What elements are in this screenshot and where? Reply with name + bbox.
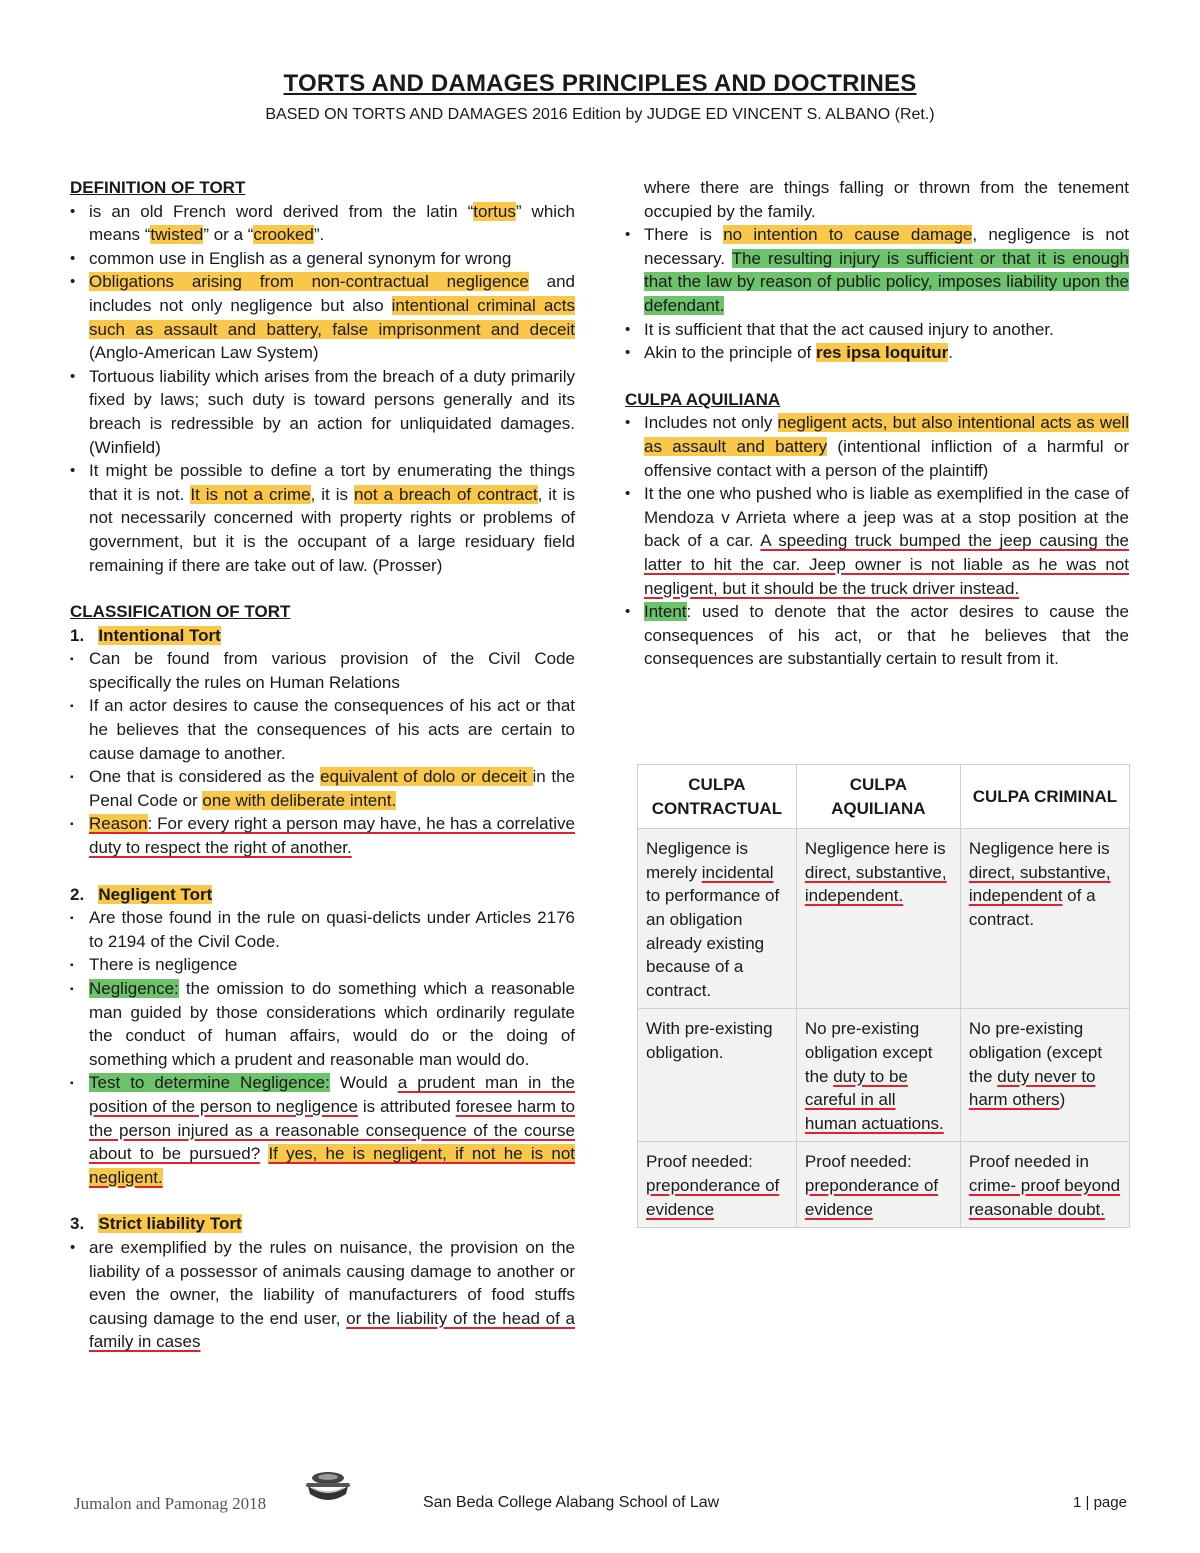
table-row — [638, 1142, 1130, 1228]
document-header — [0, 70, 1200, 124]
table-cell: Proof needed in crime- proof beyond reasonable doubt. — [960, 1142, 1129, 1228]
list-item: • There is no intention to cause damage, negligence is not necessary. The resulting injury is sufficient or that it is enough that the law by reason of public policy, imposes liability upon the defendant. — [625, 223, 1129, 317]
culpa-comparison-table — [637, 764, 1130, 1228]
table-row — [638, 1009, 1130, 1142]
list-item: • is an old French word derived from the latin “tortus” which means “twisted” or a “crooked”. — [70, 200, 575, 247]
list-item: ▪ If an actor desires to cause the consequences of his act or that he believes that the consequences of his acts are certain to cause damage to another. — [70, 694, 575, 765]
strict-liability-list — [70, 1236, 575, 1354]
table-cell: No pre-existing obligation except the duty to be careful in all human actuations. — [796, 1009, 960, 1142]
table-row — [638, 829, 1130, 1009]
culpa-aquiliana-heading: CULPA AQUILIANA — [625, 389, 781, 409]
tort-type-heading: 3. Strict liability Tort — [70, 1214, 242, 1234]
column-header: CULPA CONTRACTUAL — [638, 765, 797, 829]
tort-type-heading: 1. Intentional Tort — [70, 625, 221, 645]
list-item: • Obligations arising from non-contractual negligence and includes not only negligence but also intentional criminal acts such as assault and battery, false imprisonment and deceit (Anglo-American Law System) — [70, 270, 575, 364]
list-item: • are exemplified by the rules on nuisance, the provision on the liability of a possessor of animals causing damage to another or even the owner, the liability of manufacturers of food stuffs causing damage to the end user, or the liability of the head of a family in cases — [70, 1236, 575, 1354]
intentional-tort-list — [70, 647, 575, 859]
definition-list — [70, 200, 575, 578]
continued-text: where there are things falling or thrown from the tenement occupied by the family. — [644, 178, 1129, 221]
document-subtitle: BASED ON TORTS AND DAMAGES 2016 Edition by JUDGE ED VINCENT S. ALBANO (Ret.) — [265, 106, 935, 123]
table-cell: Negligence here is direct, substantive, independent of a contract. — [960, 829, 1129, 1009]
list-item: • Intent: used to denote that the actor desires to cause the consequences of his act, or that he believes that the consequences are substantially certain to result from it. — [625, 600, 1129, 671]
document-title: TORTS AND DAMAGES PRINCIPLES AND DOCTRINES — [283, 70, 917, 97]
culpa-aquiliana-list — [625, 411, 1129, 671]
table-cell: Proof needed: preponderance of evidence — [638, 1142, 797, 1228]
tort-type-heading: 2. Negligent Tort — [70, 884, 213, 904]
list-item: ▪ Negligence: the omission to do something which a reasonable man guided by those considerations which ordinarily regulate the conduct of human affairs, would do or the doing of something which a prudent and reasonable man would do. — [70, 977, 575, 1071]
page-number: 1 | page — [1073, 1494, 1127, 1511]
table-cell: Negligence is merely incidental to performance of an obligation already existing because of a contract. — [638, 829, 797, 1009]
list-item: ▪ Test to determine Negligence: Would a prudent man in the position of the person to negligence is attributed foresee harm to the person injured as a reasonable consequence of the course about to be pursued? If yes, he is negligent, if not he is not negligent. — [70, 1071, 575, 1189]
table-cell: No pre-existing obligation (except the duty never to harm others) — [960, 1009, 1129, 1142]
list-item: ▪ One that is considered as the equivalent of dolo or deceit in the Penal Code or one with deliberate intent. — [70, 765, 575, 812]
column-header: CULPA AQUILIANA — [796, 765, 960, 829]
column-header: CULPA CRIMINAL — [960, 765, 1129, 829]
strict-liability-continued-list — [625, 223, 1129, 365]
list-item: • common use in English as a general synonym for wrong — [70, 247, 575, 271]
footer-authors: Jumalon and Pamonag 2018 — [74, 1494, 267, 1513]
list-item: • Tortuous liability which arises from the breach of a duty primarily fixed by laws; such duty is toward persons generally and its breach is redressible by an action for unliquidated damages. (Winfield) — [70, 365, 575, 459]
list-item: • Includes not only negligent acts, but also intentional acts as well as assault and battery (intentional infliction of a harmful or offensive contact with a person of the plaintiff) — [625, 411, 1129, 482]
list-item: ▪ Are those found in the rule on quasi-delicts under Articles 2176 to 2194 of the Civil Code. — [70, 906, 575, 953]
list-item: ▪ Reason: For every right a person may have, he has a correlative duty to respect the right of another. — [70, 812, 575, 859]
table-cell: Negligence here is direct, substantive, independent. — [796, 829, 960, 1009]
left-column — [70, 176, 575, 1354]
negligent-tort-list — [70, 906, 575, 1189]
table-cell: With pre-existing obligation. — [638, 1009, 797, 1142]
definition-heading: DEFINITION OF TORT — [70, 178, 246, 197]
list-item: • It might be possible to define a tort by enumerating the things that it is not. It is not a crime, it is not a breach of contract, it is not necessarily concerned with property rights or problems of government, but it is the occupant of a large residuary field remaining if there are take out of law. (Prosser) — [70, 459, 575, 577]
right-column — [625, 176, 1129, 671]
table-header-row — [638, 765, 1130, 829]
list-item: • Akin to the principle of res ipsa loquitur. — [625, 341, 1129, 365]
school-logo-icon — [302, 1466, 354, 1508]
list-item: ▪ Can be found from various provision of the Civil Code specifically the rules on Human Relations — [70, 647, 575, 694]
footer-school: San Beda College Alabang School of Law — [423, 1494, 720, 1511]
list-item: • It is sufficient that that the act caused injury to another. — [625, 318, 1129, 342]
classification-heading: CLASSIFICATION OF TORT — [70, 602, 291, 622]
list-item: ▪ There is negligence — [70, 953, 575, 977]
table-cell: Proof needed: preponderance of evidence — [796, 1142, 960, 1228]
list-item: • It the one who pushed who is liable as exemplified in the case of Mendoza v Arrieta where a jeep was at a stop position at the back of a car. A speeding truck bumped the jeep causing the latter to hit the car. Jeep owner is not liable as he was not negligent, but it should be the truck driver instead. — [625, 482, 1129, 600]
